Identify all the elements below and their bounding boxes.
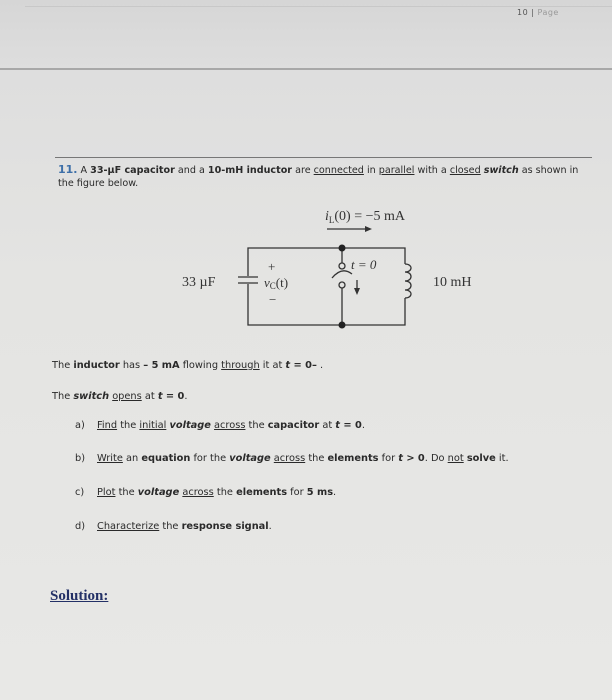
node-bottom bbox=[339, 322, 346, 329]
text-run: response signal bbox=[181, 521, 269, 532]
text-run: Find bbox=[97, 420, 118, 431]
text-run: connected bbox=[313, 165, 364, 176]
text-run: has bbox=[119, 360, 144, 371]
vc-minus: − bbox=[269, 292, 277, 307]
page-number: 10 bbox=[517, 8, 529, 17]
text-run: The bbox=[52, 391, 74, 402]
node-top bbox=[339, 245, 346, 252]
switch-contact-top bbox=[339, 263, 345, 269]
text-run: as shown in the figure below. bbox=[58, 165, 579, 189]
text-run: it. bbox=[495, 453, 509, 464]
text-run: for the bbox=[190, 453, 230, 464]
text-run: across bbox=[214, 420, 246, 431]
part-text bbox=[97, 453, 509, 464]
text-run: and a bbox=[174, 165, 208, 176]
part-label: d) bbox=[75, 521, 86, 532]
text-run: = 0– bbox=[290, 360, 317, 371]
text-run: at bbox=[141, 391, 158, 402]
page-header bbox=[517, 8, 559, 17]
inductor-value: 10 mH bbox=[433, 275, 472, 290]
text-run: across bbox=[182, 487, 214, 498]
current-subscript: L bbox=[328, 215, 335, 225]
text-run: equation bbox=[141, 453, 191, 464]
switch-label: t = 0 bbox=[351, 257, 377, 272]
capacitor-value: 33 µF bbox=[182, 275, 216, 290]
text-run: . bbox=[316, 360, 324, 371]
text-run: the bbox=[245, 420, 268, 431]
part-text bbox=[97, 420, 365, 431]
circuit-diagram bbox=[160, 200, 520, 340]
text-run: voltage bbox=[137, 487, 180, 498]
text-run: the bbox=[305, 453, 328, 464]
text-run: Plot bbox=[97, 487, 116, 498]
text-run: the bbox=[117, 420, 140, 431]
current-value: (0) = −5 mA bbox=[334, 209, 406, 224]
text-run: elements bbox=[236, 487, 288, 498]
text-run: in bbox=[363, 165, 379, 176]
text-run: at bbox=[319, 420, 336, 431]
text-run: inductor bbox=[73, 360, 120, 371]
text-run: voltage bbox=[229, 453, 271, 464]
text-run: flowing bbox=[179, 360, 222, 371]
text-run: for bbox=[378, 453, 399, 464]
text-run: closed bbox=[449, 165, 481, 176]
text-run: parallel bbox=[378, 165, 415, 176]
text-run: . bbox=[361, 420, 365, 431]
text-run: for bbox=[287, 487, 307, 498]
text-run: capacitor bbox=[267, 420, 320, 431]
text-run: through bbox=[221, 360, 260, 371]
text-run: The bbox=[52, 360, 74, 371]
page-word: Page bbox=[537, 8, 559, 17]
header-rule bbox=[25, 6, 612, 7]
switch-contact-bottom bbox=[339, 282, 345, 288]
text-run: . bbox=[184, 391, 188, 402]
text-run: the bbox=[159, 521, 182, 532]
switch-arrowhead-icon bbox=[354, 288, 360, 295]
text-run: Characterize bbox=[97, 521, 160, 532]
problem-number: 11. bbox=[58, 163, 78, 176]
text-run: A bbox=[77, 165, 91, 176]
vc-subscript: C bbox=[269, 281, 276, 291]
part-label: c) bbox=[75, 487, 85, 498]
text-run: t bbox=[157, 391, 163, 402]
text-run: switch bbox=[73, 391, 110, 402]
text-run: with a bbox=[414, 165, 450, 176]
text-run: Write bbox=[97, 453, 123, 464]
text-run: opens bbox=[112, 391, 142, 402]
part-b bbox=[75, 453, 509, 464]
text-run: it at bbox=[259, 360, 286, 371]
problem-intro bbox=[58, 165, 578, 189]
part-c bbox=[75, 487, 336, 498]
current-symbol: i bbox=[325, 209, 329, 224]
part-text bbox=[97, 521, 272, 532]
text-run: = 0 bbox=[162, 391, 185, 402]
text-run: . bbox=[333, 487, 337, 498]
text-run: > 0 bbox=[402, 453, 425, 464]
text-run: switch bbox=[483, 165, 519, 176]
svg-text:vC(t) bbox=[264, 275, 288, 291]
text-run: . Do bbox=[424, 453, 448, 464]
part-text bbox=[97, 487, 336, 498]
text-run: solve bbox=[466, 453, 496, 464]
text-run: 10-mH inductor bbox=[207, 165, 293, 176]
question-rule bbox=[55, 157, 592, 158]
text-run: t bbox=[335, 420, 340, 431]
problem-statement bbox=[58, 163, 593, 190]
text-run: not bbox=[447, 453, 464, 464]
solution-heading: Solution: bbox=[50, 588, 109, 604]
text-run: = 0 bbox=[339, 420, 362, 431]
text-run: t bbox=[398, 453, 403, 464]
text-run: initial bbox=[139, 420, 167, 431]
vc-plus: + bbox=[268, 259, 276, 274]
statement-inductor bbox=[52, 360, 323, 371]
current-arrowhead-icon bbox=[365, 226, 372, 232]
part-label: b) bbox=[75, 453, 86, 464]
text-run: voltage bbox=[169, 420, 211, 431]
text-run: elements bbox=[327, 453, 379, 464]
vc-arg: (t) bbox=[275, 275, 289, 290]
text-run: an bbox=[122, 453, 142, 464]
text-run: across bbox=[273, 453, 306, 464]
page-break-rule bbox=[0, 68, 612, 70]
page-separator: | bbox=[531, 8, 535, 17]
text-run: – 5 mA bbox=[143, 360, 180, 371]
text-run: 33-µF capacitor bbox=[90, 165, 175, 176]
svg-text:iL(0) = −5 mA bbox=[325, 209, 406, 225]
statement-switch bbox=[52, 391, 188, 402]
text-run: the bbox=[213, 487, 237, 498]
text-run: 5 ms bbox=[306, 487, 334, 498]
text-run: the bbox=[115, 487, 138, 498]
part-label: a) bbox=[75, 420, 85, 431]
vc-symbol: v bbox=[264, 275, 270, 290]
text-run: t bbox=[285, 360, 291, 371]
switch-arm bbox=[332, 271, 352, 278]
part-a bbox=[75, 420, 365, 431]
text-run: are bbox=[292, 165, 314, 176]
text-run: . bbox=[268, 521, 272, 532]
part-d bbox=[75, 521, 272, 532]
